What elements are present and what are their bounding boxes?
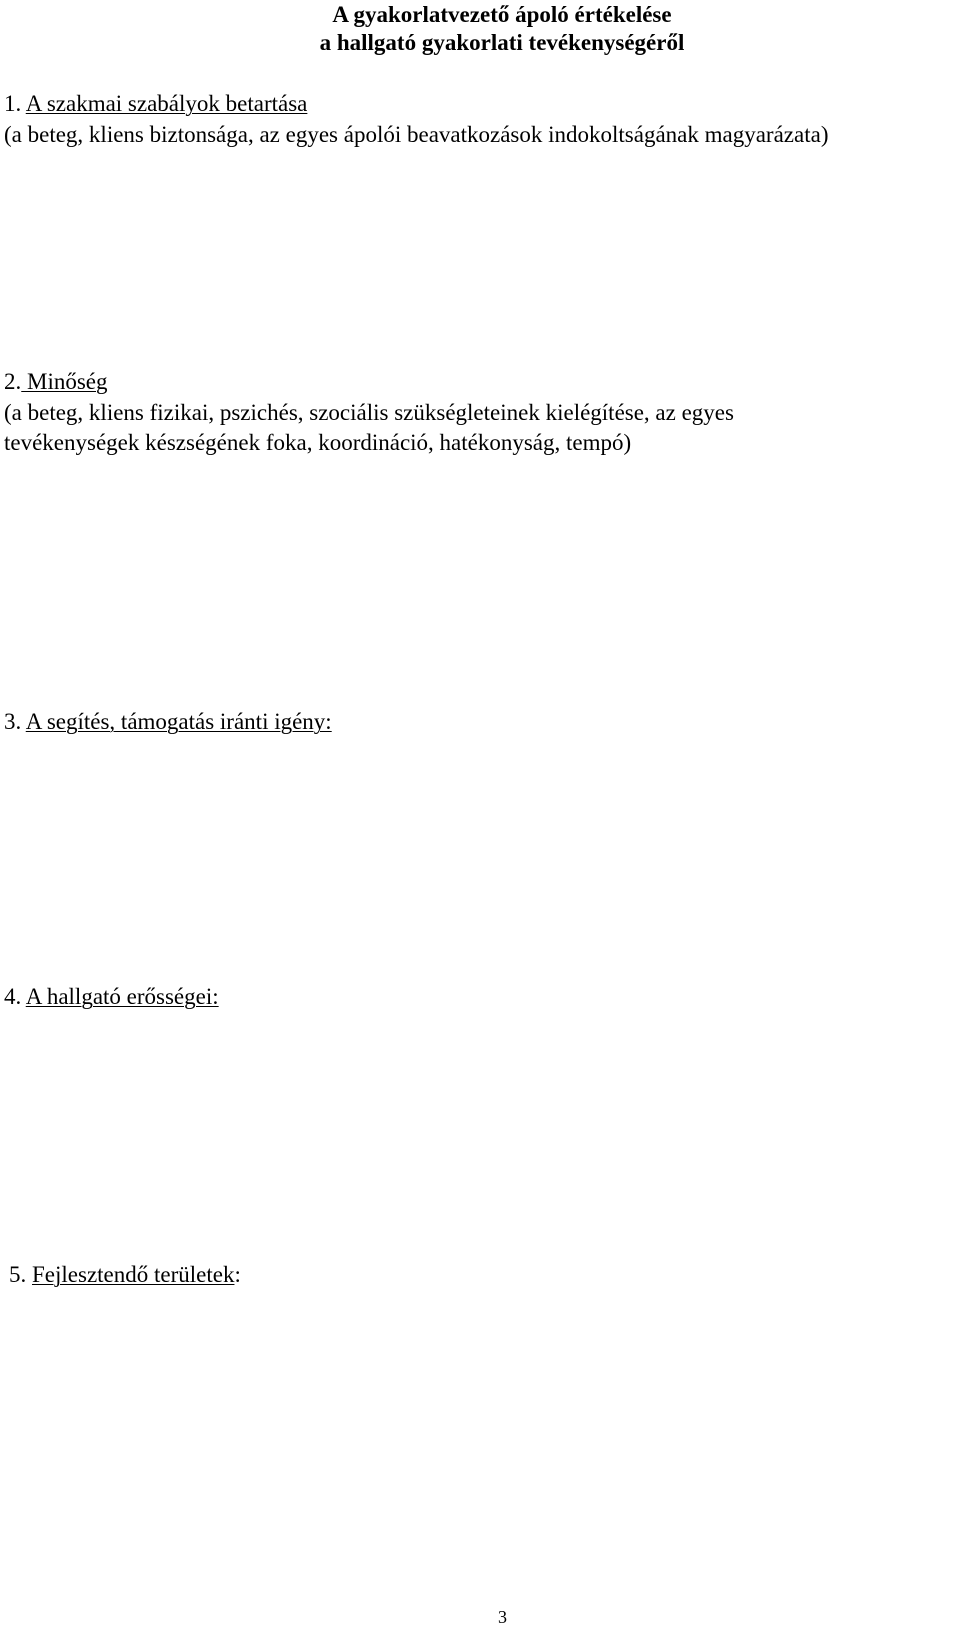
document-title-line-1: A gyakorlatvezető ápoló értékelése	[332, 2, 672, 27]
section-2-heading	[4, 368, 108, 396]
section-1-number: 1.	[4, 91, 22, 116]
section-3-title: A segítés, támogatás iránti igény:	[25, 709, 332, 734]
section-2-title: Minőség	[27, 369, 108, 394]
section-5-number: 5.	[9, 1262, 27, 1287]
document-title-line-2: a hallgató gyakorlati tevékenységéről	[319, 30, 685, 55]
section-1-description: (a beteg, kliens biztonsága, az egyes ápolói beavatkozások indokoltságának magyarázata)	[4, 122, 829, 147]
section-5-heading	[9, 1261, 241, 1289]
page-number: 3	[498, 1607, 507, 1627]
section-4-title: A hallgató erősségei:	[25, 984, 219, 1009]
section-2-description-line-2: tevékenységek készségének foka, koordináció, hatékonyság, tempó)	[4, 430, 632, 455]
section-4-number: 4.	[4, 984, 22, 1009]
section-5-title: Fejlesztendő területek	[32, 1262, 235, 1287]
section-2-number: 2.	[4, 369, 22, 394]
section-4-heading	[4, 983, 219, 1011]
section-2-description-line-1: (a beteg, kliens fizikai, pszichés, szociális szükségleteinek kielégítése, az egyes	[4, 400, 734, 425]
section-3-heading	[4, 708, 332, 736]
section-1-heading	[4, 90, 307, 118]
section-3-number: 3.	[4, 709, 22, 734]
section-1-title: A szakmai szabályok betartása	[25, 91, 308, 116]
section-5-colon: :	[234, 1262, 241, 1287]
